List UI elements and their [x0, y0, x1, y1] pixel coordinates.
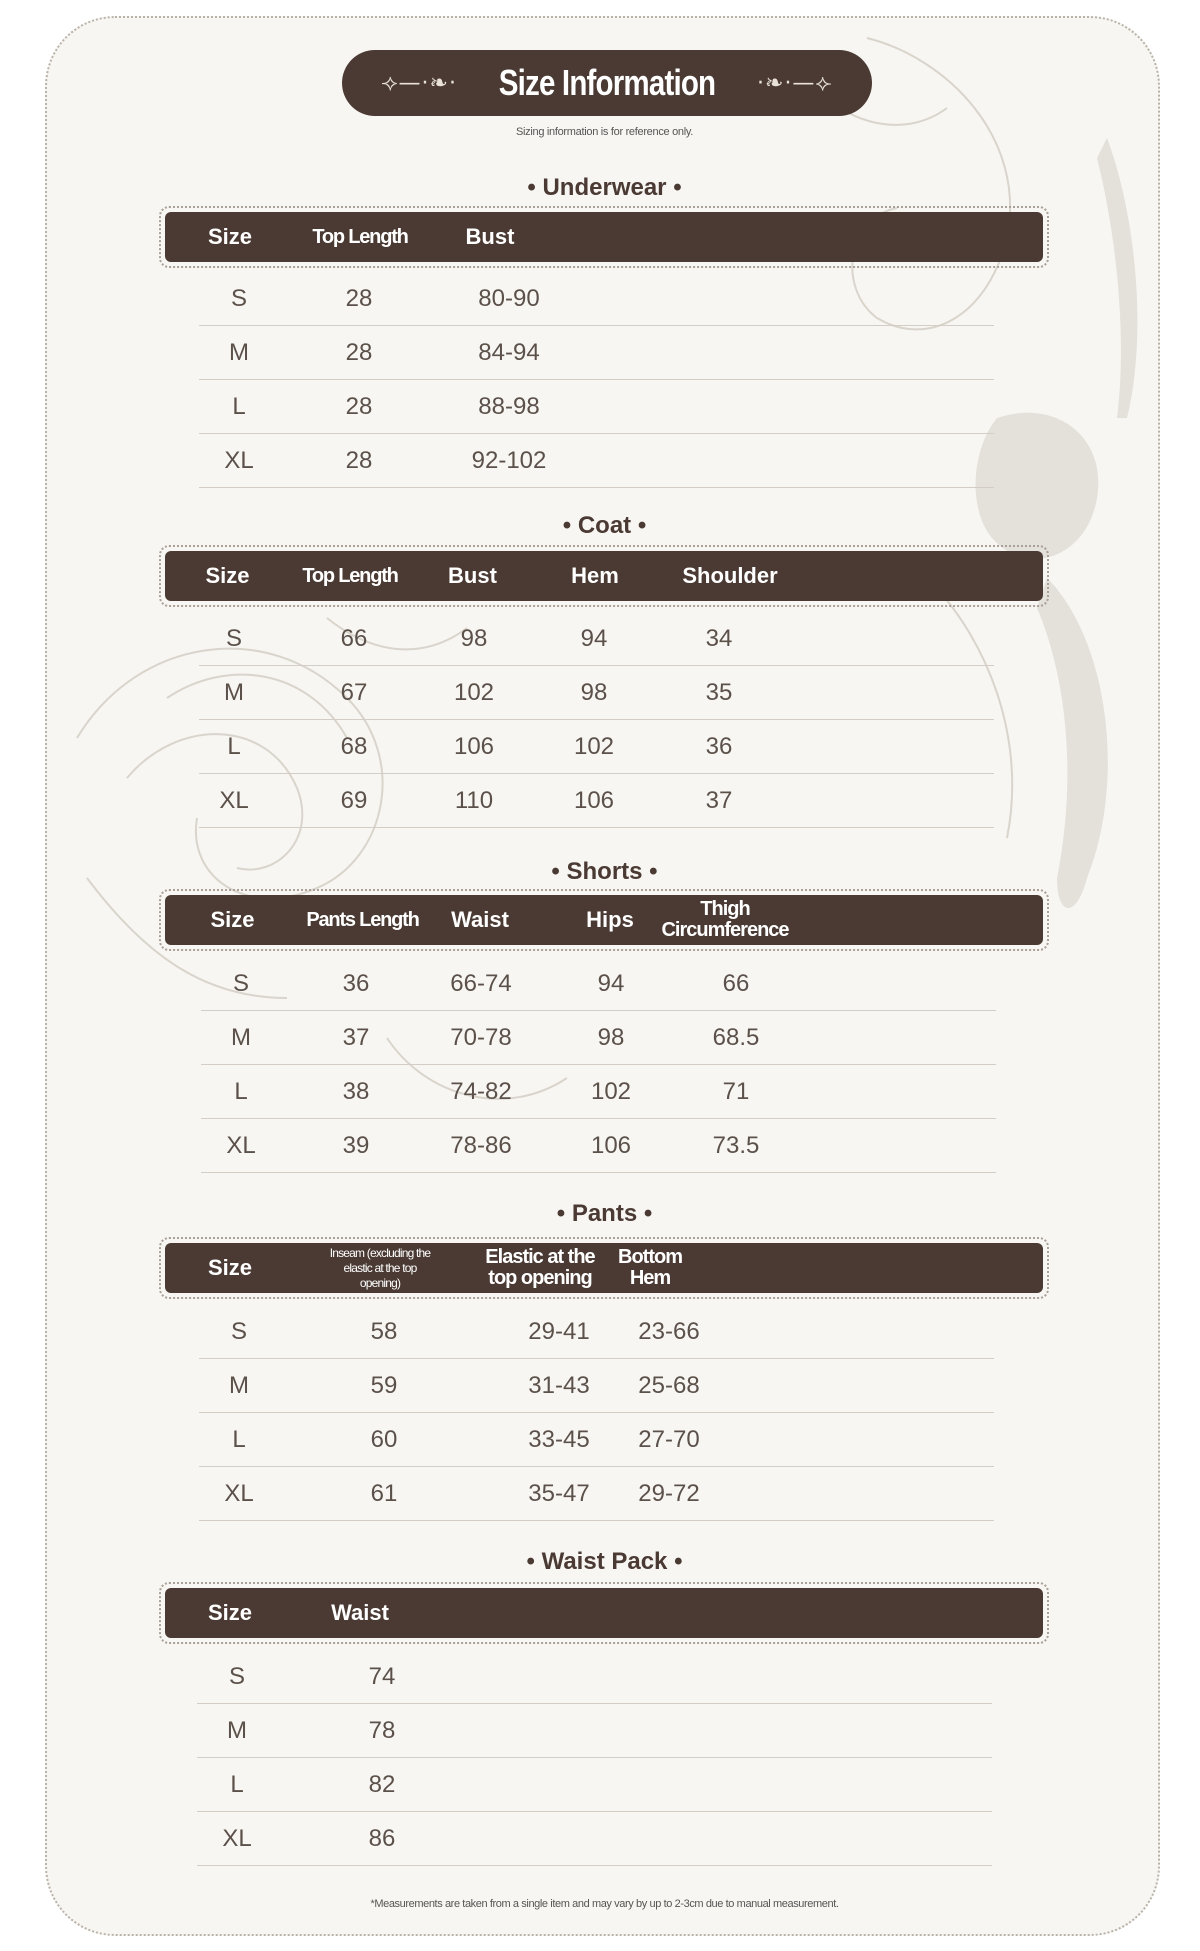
table-row: [199, 774, 994, 828]
bottom-hem-cell: 27-70: [638, 1425, 700, 1453]
hem-cell: 98: [580, 678, 608, 706]
inseam-cell: 58: [370, 1317, 398, 1345]
coat-col-size: Size: [205, 563, 250, 589]
table-row: [199, 1467, 994, 1521]
table-row: [199, 612, 994, 666]
top-length-cell: 28: [345, 338, 373, 366]
bust-cell: 102: [453, 678, 495, 706]
hem-cell: 106: [573, 786, 615, 814]
pants-col-bottom-hem: Bottom Hem: [618, 1246, 682, 1289]
waist-cell: 74-82: [450, 1077, 512, 1105]
pants-length-cell: 38: [342, 1077, 370, 1105]
waist-cell: 66-74: [450, 969, 512, 997]
shorts-header: [159, 889, 1049, 951]
bust-cell: 84-94: [478, 338, 540, 366]
coat-section-title: • Coat •: [562, 512, 647, 539]
inseam-cell: 59: [370, 1371, 398, 1399]
table-row: [199, 1359, 994, 1413]
size-cell: M: [229, 338, 249, 366]
size-cell: S: [225, 624, 242, 652]
waist-cell: 82: [368, 1770, 396, 1798]
underwear-col-top-length: Top Length: [312, 225, 408, 248]
shorts-col-waist: Waist: [451, 907, 509, 933]
hem-cell: 94: [580, 624, 608, 652]
thigh-cell: 71: [722, 1077, 750, 1105]
waist-pack-col-waist: Waist: [331, 1600, 389, 1626]
thigh-cell: 68.5: [712, 1023, 760, 1051]
hem-cell: 102: [573, 732, 615, 760]
hips-cell: 106: [590, 1131, 632, 1159]
thigh-cell: 66: [722, 969, 750, 997]
waist-cell: 86: [368, 1824, 396, 1852]
size-cell: L: [230, 1770, 244, 1798]
size-chart-card: [45, 16, 1160, 1936]
shorts-col-pants-length: Pants Length: [306, 908, 419, 931]
shoulder-cell: 35: [705, 678, 733, 706]
size-cell: S: [232, 969, 249, 997]
shoulder-cell: 34: [705, 624, 733, 652]
top-length-cell: 28: [345, 284, 373, 312]
size-cell: M: [231, 1023, 251, 1051]
table-row: [199, 1413, 994, 1467]
size-cell: S: [230, 284, 247, 312]
table-row: [197, 1758, 992, 1812]
bottom-hem-cell: 23-66: [638, 1317, 700, 1345]
waist-pack-section-title: • Waist Pack •: [526, 1548, 683, 1575]
coat-col-top-length: Top Length: [302, 564, 398, 587]
top-length-cell: 28: [345, 392, 373, 420]
table-row: [199, 326, 994, 380]
table-row: [199, 434, 994, 488]
thigh-cell: 73.5: [712, 1131, 760, 1159]
pants-length-cell: 39: [342, 1131, 370, 1159]
pants-section-title: • Pants •: [556, 1200, 653, 1227]
pants-header: [159, 1237, 1049, 1299]
elastic-cell: 33-45: [528, 1425, 590, 1453]
table-row: [197, 1704, 992, 1758]
table-row: [199, 666, 994, 720]
title-banner: [342, 50, 872, 116]
pants-col-inseam: Inseam (excluding the elastic at the top opening): [329, 1245, 431, 1290]
top-length-cell: 69: [340, 786, 368, 814]
underwear-col-size: Size: [207, 224, 253, 250]
size-cell: L: [227, 732, 241, 760]
hips-cell: 102: [590, 1077, 632, 1105]
pants-col-size: Size: [207, 1255, 253, 1281]
underwear-header: [159, 206, 1049, 268]
waist-cell: 70-78: [450, 1023, 512, 1051]
shorts-col-size: Size: [210, 907, 255, 933]
elastic-cell: 29-41: [528, 1317, 590, 1345]
waist-pack-header: [159, 1582, 1049, 1644]
bust-cell: 98: [460, 624, 488, 652]
top-length-cell: 68: [340, 732, 368, 760]
size-cell: XL: [222, 1824, 252, 1852]
table-row: [199, 1305, 994, 1359]
size-cell: L: [232, 1425, 246, 1453]
size-cell: XL: [219, 786, 249, 814]
table-row: [201, 957, 996, 1011]
table-row: [201, 1011, 996, 1065]
table-row: [197, 1650, 992, 1704]
waist-cell: 78-86: [450, 1131, 512, 1159]
coat-col-hem: Hem: [571, 563, 619, 589]
hips-cell: 98: [597, 1023, 625, 1051]
table-row: [201, 1065, 996, 1119]
inseam-cell: 61: [370, 1479, 398, 1507]
waist-cell: 78: [368, 1716, 396, 1744]
pants-length-cell: 36: [342, 969, 370, 997]
shoulder-cell: 36: [705, 732, 733, 760]
top-length-cell: 67: [340, 678, 368, 706]
bust-cell: 80-90: [478, 284, 540, 312]
size-cell: L: [234, 1077, 248, 1105]
measurement-footnote: *Measurements are taken from a single item and may vary by up to 2-3cm due to manual measurement.: [370, 1898, 839, 1910]
table-row: [199, 720, 994, 774]
top-length-cell: 28: [345, 446, 373, 474]
bottom-hem-cell: 29-72: [638, 1479, 700, 1507]
bust-cell: 106: [453, 732, 495, 760]
page-title: Size Information: [498, 62, 716, 103]
underwear-col-bust: Bust: [465, 224, 515, 250]
elastic-cell: 35-47: [528, 1479, 590, 1507]
bust-cell: 110: [454, 786, 494, 814]
size-cell: M: [229, 1371, 249, 1399]
table-row: [199, 380, 994, 434]
top-length-cell: 66: [340, 624, 368, 652]
pants-col-elastic-top-opening: Elastic at the top opening: [485, 1246, 595, 1289]
table-row: [201, 1119, 996, 1173]
size-cell: XL: [226, 1131, 256, 1159]
size-cell: S: [228, 1662, 245, 1690]
shorts-col-thigh-circumference: Thigh Circumference: [661, 898, 789, 941]
table-row: [197, 1812, 992, 1866]
shorts-section-title: • Shorts •: [551, 858, 658, 885]
waist-pack-col-size: Size: [207, 1600, 253, 1626]
coat-col-shoulder: Shoulder: [682, 563, 778, 589]
size-cell: M: [227, 1716, 247, 1744]
bust-cell: 88-98: [478, 392, 540, 420]
shoulder-cell: 37: [705, 786, 733, 814]
size-cell: M: [224, 678, 244, 706]
underwear-section-title: • Underwear •: [527, 174, 682, 201]
hips-cell: 94: [597, 969, 625, 997]
size-cell: L: [232, 392, 246, 420]
size-cell: XL: [224, 446, 254, 474]
elastic-cell: 31-43: [528, 1371, 590, 1399]
bust-cell: 92-102: [471, 446, 547, 474]
bottom-hem-cell: 25-68: [638, 1371, 700, 1399]
ornament-left-icon: ⟢—·❧·: [381, 70, 457, 96]
ornament-right-icon: ·❧·—⟣: [757, 70, 833, 96]
size-cell: XL: [224, 1479, 254, 1507]
inseam-cell: 60: [370, 1425, 398, 1453]
waist-cell: 74: [368, 1662, 396, 1690]
shorts-col-hips: Hips: [586, 907, 634, 933]
reference-note: Sizing information is for reference only.: [515, 126, 694, 138]
size-cell: S: [230, 1317, 247, 1345]
table-row: [199, 272, 994, 326]
coat-col-bust: Bust: [448, 563, 497, 589]
coat-header: [159, 545, 1049, 607]
pants-length-cell: 37: [342, 1023, 370, 1051]
